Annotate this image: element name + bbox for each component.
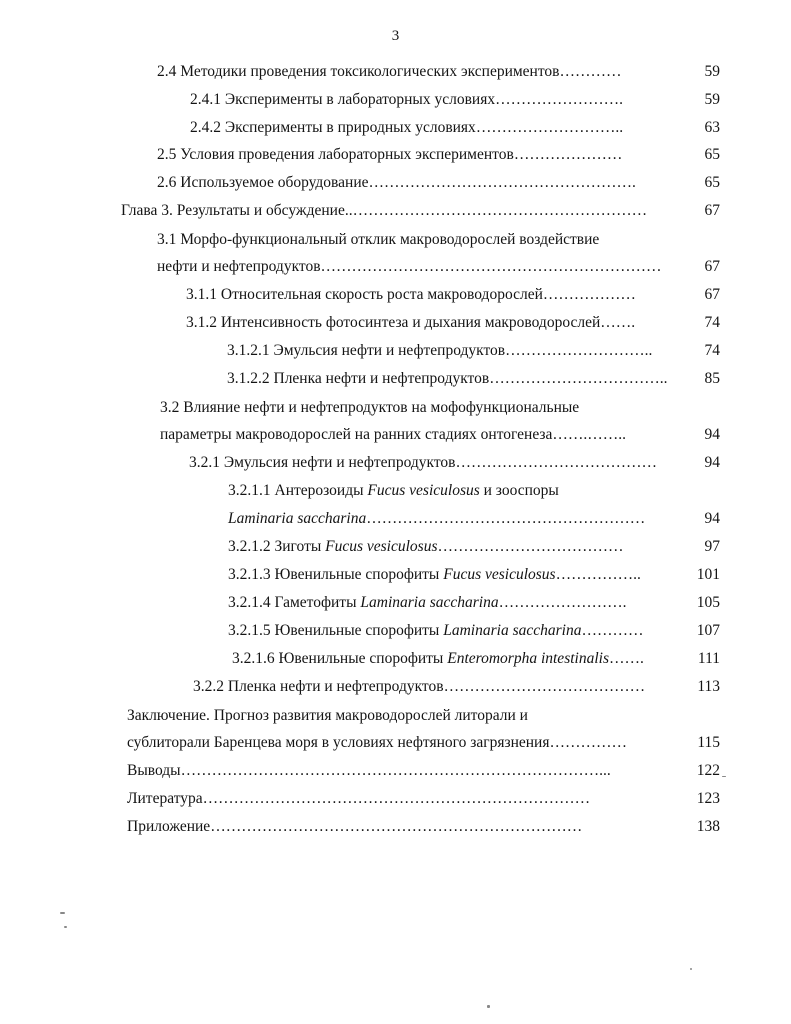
toc-entry-title <box>227 367 667 391</box>
toc-entry <box>228 563 720 587</box>
toc-entry-title <box>127 731 627 755</box>
toc-entry-species-name: Laminaria saccharina <box>443 622 582 639</box>
toc-leader-dots: ……………………………… <box>437 538 624 555</box>
toc-entry-title <box>157 143 622 167</box>
toc-page-number: 101 <box>696 566 720 583</box>
toc-entry <box>228 591 720 615</box>
toc-entry-text: 3.2.2 Пленка нефти и нефтепродуктов <box>193 678 444 695</box>
toc-page-number: 67 <box>704 286 720 303</box>
toc-entry-species-name: Fucus vesiculosus <box>443 566 556 583</box>
toc-page-number: 74 <box>704 314 720 331</box>
toc-entry <box>157 60 720 84</box>
toc-entry-text: Заключение. Прогноз развития макроводорослей литорали и <box>127 707 528 724</box>
toc-entry-title <box>186 311 635 335</box>
toc-page-number: 94 <box>704 510 720 527</box>
toc-leader-dots: ………………………………… <box>455 454 657 471</box>
toc-entry-title <box>227 339 652 363</box>
toc-entry-title <box>228 591 626 615</box>
toc-entry <box>186 311 720 335</box>
toc-entry-text: 3.2.1.4 Гаметофиты <box>228 594 361 611</box>
toc-entry <box>186 283 720 307</box>
toc-leader-dots: ………… <box>559 63 622 80</box>
toc-entry-title <box>127 704 528 728</box>
toc-page-number: 65 <box>704 174 720 191</box>
toc-entry <box>160 396 720 420</box>
toc-leader-dots: ……………………………………………. <box>368 174 636 191</box>
toc-entry-text: Выводы <box>127 762 181 779</box>
toc-entry <box>157 228 720 252</box>
toc-entry-title <box>157 255 662 279</box>
toc-page-number: 85 <box>704 370 720 387</box>
scan-speck <box>690 968 692 970</box>
toc-page-number: 113 <box>697 678 720 695</box>
toc-entry-text: нефти и нефтепродуктов <box>157 258 321 275</box>
toc-leader-dots: ………………… <box>513 146 623 163</box>
toc-leader-dots: ……………………….. <box>505 342 653 359</box>
toc-entry-species-name: Laminaria saccharina <box>360 594 499 611</box>
toc-entry <box>160 423 720 447</box>
toc-entry-text: Глава 3. Результаты и обсуждение <box>121 202 345 219</box>
toc-leader-dots: ……………………. <box>498 594 627 611</box>
toc-entry <box>127 731 720 755</box>
toc-entry <box>127 704 720 728</box>
toc-page-number: 94 <box>704 454 720 471</box>
toc-leader-dots: …………… <box>549 734 627 751</box>
toc-entry-title <box>193 675 645 699</box>
toc-entry-text: 3.2.1.1 Антерозоиды <box>228 482 368 499</box>
toc-entry <box>190 88 720 112</box>
toc-entry-text: 3.1.2.2 Пленка нефти и нефтепродуктов <box>227 370 490 387</box>
toc-entry-title <box>127 815 582 839</box>
toc-leader-dots: …….…….. <box>552 426 627 443</box>
toc-leader-dots: ………… <box>581 622 644 639</box>
toc-entry-text: параметры макроводорослей на ранних стадиях онтогенеза <box>160 426 553 443</box>
toc-page-number: 105 <box>696 594 720 611</box>
toc-entry-title <box>186 283 636 307</box>
toc-leader-dots: ……. <box>600 314 636 331</box>
toc-entry-title <box>160 396 579 420</box>
toc-entry-text: 3.1.1 Относительная скорость роста макроводорослей <box>186 286 543 303</box>
toc-leader-dots: ..………………………………………………… <box>344 202 648 219</box>
toc-entry <box>157 171 720 195</box>
toc-entry-species-name: Fucus vesiculosus <box>367 482 480 499</box>
toc-entry-title <box>228 479 559 503</box>
toc-entry <box>121 199 720 223</box>
toc-entry <box>228 507 720 531</box>
toc-entry <box>228 479 720 503</box>
toc-page-number: 59 <box>704 91 720 108</box>
toc-entry <box>193 675 720 699</box>
toc-page-number: 107 <box>696 622 720 639</box>
toc-entry-text: 3.1.2.1 Эмульсия нефти и нефтепродуктов <box>227 342 506 359</box>
toc-page-number: 115 <box>697 734 720 751</box>
toc-entry <box>228 535 720 559</box>
toc-entry-title <box>121 199 647 223</box>
toc-entry-title <box>228 507 645 531</box>
toc-entry-text: 2.4 Методики проведения токсикологических экспериментов <box>157 63 560 80</box>
toc-entry <box>228 619 720 643</box>
toc-entry-title <box>190 88 623 112</box>
toc-entry-title <box>127 759 611 783</box>
toc-leader-dots: …………………………….. <box>489 370 668 387</box>
toc-entry-species-name: Enteromorpha intestinalis <box>447 650 609 667</box>
toc-entry-title <box>189 451 657 475</box>
toc-leader-dots: ………………………………………………………………… <box>202 790 591 807</box>
toc-entry-text: Приложение <box>127 818 211 835</box>
toc-leader-dots: ……………………………………………… <box>366 510 646 527</box>
toc-entry-text: 3.2.1.6 Ювенильные спорофиты <box>232 650 448 667</box>
toc-page-number: 97 <box>704 538 720 555</box>
toc-entry-title <box>232 647 644 671</box>
toc-entry-title <box>127 787 590 811</box>
toc-entry <box>127 787 720 811</box>
toc-leader-dots: ……………… <box>542 286 636 303</box>
toc-entry-text: Литература <box>127 790 203 807</box>
toc-entry <box>157 143 720 167</box>
toc-page-number: 138 <box>696 818 720 835</box>
scan-speck <box>722 776 726 777</box>
scan-speck <box>487 1005 490 1008</box>
toc-leader-dots: ……………………….. <box>475 119 624 136</box>
toc-entry-title <box>190 116 623 140</box>
toc-page-number: 74 <box>704 342 720 359</box>
toc-entry-text: 3.2.1.5 Ювенильные спорофиты <box>228 622 444 639</box>
toc-page-number: 111 <box>697 650 720 667</box>
toc-entry <box>189 451 720 475</box>
toc-page-number: 122 <box>696 762 720 779</box>
toc-entry-text: 3.2.1.3 Ювенильные спорофиты <box>228 566 444 583</box>
toc-entry-text: 2.6 Используемое оборудование <box>157 174 369 191</box>
toc-entry-title <box>157 171 636 195</box>
toc-entry <box>127 759 720 783</box>
toc-entry <box>157 255 720 279</box>
toc-page-number: 65 <box>704 146 720 163</box>
toc-leader-dots: ………………………………………………………… <box>320 258 662 275</box>
toc-leader-dots: ……………………. <box>495 91 623 108</box>
toc-entry <box>227 339 720 363</box>
toc-page-number: 94 <box>704 426 720 443</box>
toc-entry-title <box>157 228 599 252</box>
toc-entry-title <box>228 563 641 587</box>
toc-page-number: 59 <box>704 63 720 80</box>
toc-entry-text-continued: и зооспоры <box>479 482 559 499</box>
toc-entry-text: 3.1 Морфо-функциональный отклик макроводорослей воздействие <box>157 231 600 248</box>
scan-speck <box>60 912 65 914</box>
toc-entry-species-name: Fucus vesiculosus <box>325 538 438 555</box>
toc-entry-title <box>160 423 626 447</box>
toc-entry <box>190 116 720 140</box>
toc-leader-dots: ………………………………………………………………………... <box>180 762 611 779</box>
toc-entry <box>127 815 720 839</box>
toc-page-number: 67 <box>704 202 720 219</box>
toc-entry-text: 3.2.1.2 Зиготы <box>228 538 326 555</box>
toc-entry-text: 3.2 Влияние нефти и нефтепродуктов на мофофункциональные <box>160 399 580 416</box>
toc-page-number: 123 <box>696 790 720 807</box>
page-number: 3 <box>391 28 400 44</box>
scan-speck <box>64 926 67 928</box>
toc-leader-dots: …………….. <box>555 566 641 583</box>
toc-entry-text: 3.2.1 Эмульсия нефти и нефтепродуктов <box>189 454 456 471</box>
toc-page-number: 63 <box>704 119 720 136</box>
toc-entry <box>227 367 720 391</box>
toc-entry-species-name: Laminaria saccharina <box>228 510 367 527</box>
toc-leader-dots: ……. <box>608 650 644 667</box>
toc-entry-text: 2.4.1 Эксперименты в лабораторных условиях <box>190 91 496 108</box>
toc-entry-title <box>228 619 643 643</box>
toc-page-number: 67 <box>704 258 720 275</box>
toc-entry-title <box>157 60 622 84</box>
toc-entry-text: 3.1.2 Интенсивность фотосинтеза и дыхания макроводорослей <box>186 314 601 331</box>
toc-leader-dots: ……………………………………………………………… <box>210 818 583 835</box>
toc-entry-text: 2.5 Условия проведения лабораторных экспериментов <box>157 146 514 163</box>
toc-entry-text: сублиторали Баренцева моря в условиях нефтяного загрязнения <box>127 734 550 751</box>
toc-leader-dots: ………………………………… <box>443 678 646 695</box>
toc-entry-title <box>228 535 624 559</box>
toc-entry <box>232 647 720 671</box>
toc-entry-text: 2.4.2 Эксперименты в природных условиях <box>190 119 476 136</box>
